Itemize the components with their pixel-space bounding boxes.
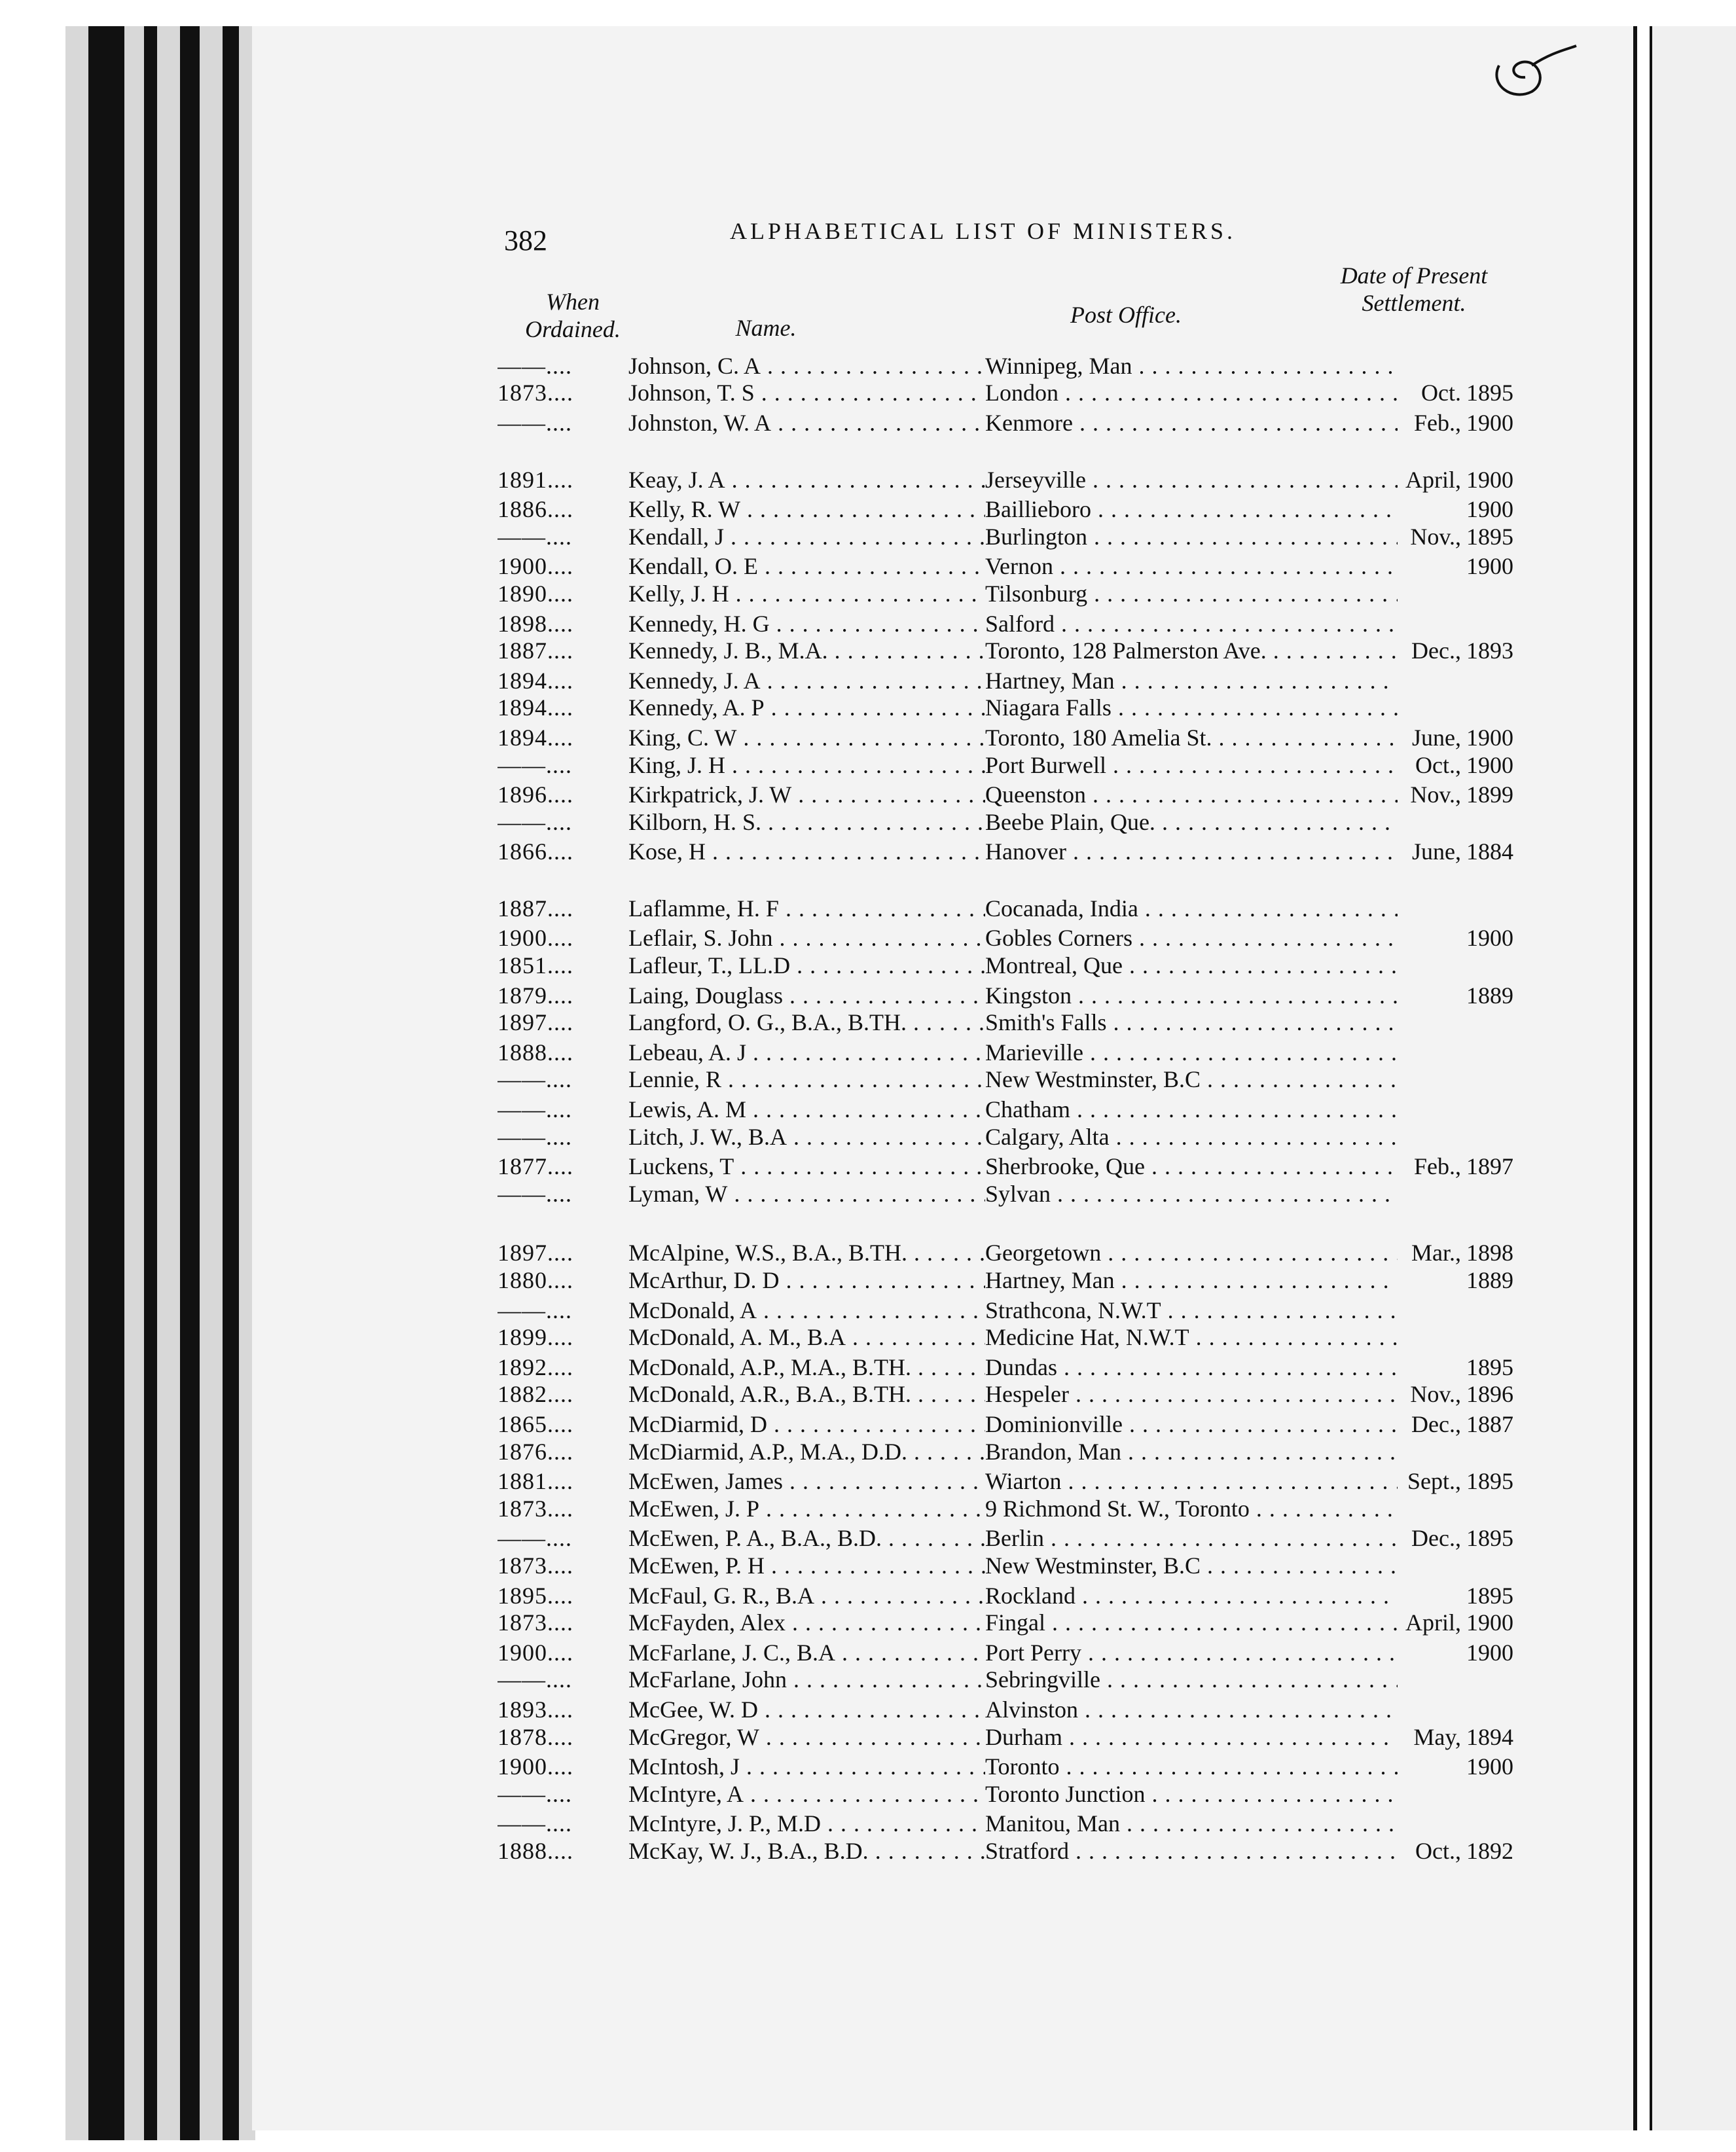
minister-name: Lebeau, A. J . . . xyxy=(628,1039,985,1066)
list-item xyxy=(497,981,1532,1010)
column-header-settlement: Date of Present Settlement. xyxy=(1340,262,1488,316)
post-office: Brandon, Man . . . xyxy=(985,1438,1398,1465)
list-item xyxy=(497,1581,1532,1610)
post-office: Sylvan . . . xyxy=(985,1180,1398,1208)
settlement-year: 1884 xyxy=(1466,838,1513,865)
post-office: Burlington . . . xyxy=(985,523,1398,550)
post-office: Hartney, Man . . . xyxy=(985,1266,1398,1294)
ordained-year: 1880.... xyxy=(497,1267,573,1294)
settlement-month: Dec., xyxy=(1411,1410,1461,1437)
minister-name: Kennedy, J. A . . . xyxy=(628,667,985,694)
ordained-year: 1890.... xyxy=(497,580,573,607)
post-office: Salford . . . xyxy=(985,610,1398,637)
ordained-year: 1888.... xyxy=(497,1039,573,1066)
settlement-month: Nov., xyxy=(1410,1381,1461,1408)
list-item xyxy=(497,1179,1532,1208)
list-item xyxy=(497,1608,1532,1637)
settlement-year: 1893 xyxy=(1466,637,1513,664)
post-office: Tilsonburg . . . xyxy=(985,580,1398,607)
list-item xyxy=(497,1353,1532,1382)
ordained-year: 1894.... xyxy=(497,724,573,751)
minister-name: Kennedy, J. B., M.A. . . . xyxy=(628,637,985,664)
list-item xyxy=(497,609,1532,638)
ordained-year: 1888.... xyxy=(497,1837,573,1864)
settlement-year: 1900 xyxy=(1466,553,1513,580)
settlement-month: Dec., xyxy=(1411,1525,1461,1552)
post-office: Rockland . . . xyxy=(985,1582,1398,1609)
minister-name: McFayden, Alex . . . xyxy=(628,1609,985,1636)
post-office: Toronto . . . xyxy=(985,1753,1398,1780)
post-office: Niagara Falls . . . xyxy=(985,694,1398,721)
settlement-month: Sept., xyxy=(1407,1468,1461,1495)
ordained-year: ——.... xyxy=(497,1780,572,1807)
minister-name: Kelly, J. H . . . xyxy=(628,580,985,607)
ordained-year: 1881.... xyxy=(497,1468,573,1495)
post-office: Sherbrooke, Que . . . xyxy=(985,1153,1398,1180)
settlement-month: April, xyxy=(1405,1609,1461,1636)
minister-name: McArthur, D. D . . . xyxy=(628,1266,985,1294)
minister-name: McFarlane, John . . . xyxy=(628,1666,985,1693)
list-item xyxy=(497,1239,1532,1268)
list-item xyxy=(497,636,1532,665)
post-office: Chatham . . . xyxy=(985,1096,1398,1123)
post-office: Kingston . . . xyxy=(985,982,1398,1009)
list-item xyxy=(497,1810,1532,1838)
list-item xyxy=(497,1467,1532,1496)
minister-name: King, C. W . . . xyxy=(628,724,985,751)
list-item xyxy=(497,351,1532,380)
settlement-year: 1900 xyxy=(1466,724,1513,751)
ordained-year: 1865.... xyxy=(497,1410,573,1437)
post-office: Toronto Junction . . . xyxy=(985,1780,1398,1808)
post-office: Queenston . . . xyxy=(985,781,1398,808)
list-item xyxy=(497,780,1532,809)
page-title: ALPHABETICAL LIST OF MINISTERS. xyxy=(730,218,1237,244)
post-office: Toronto, 128 Palmerston Ave. . . . xyxy=(985,637,1398,664)
minister-name: McDonald, A. M., B.A . . . xyxy=(628,1323,985,1351)
post-office: Wiarton . . . xyxy=(985,1467,1398,1495)
post-office: Dundas . . . xyxy=(985,1354,1398,1381)
minister-name: McEwen, P. A., B.A., B.D. . . . xyxy=(628,1524,985,1552)
settlement-year: 1900 xyxy=(1466,1753,1513,1780)
settlement-year: 1900 xyxy=(1466,751,1513,778)
post-office: Dominionville . . . xyxy=(985,1410,1398,1438)
list-item xyxy=(497,924,1532,953)
list-item xyxy=(497,1296,1532,1325)
column-header-name: Name. xyxy=(735,315,797,341)
ordained-year: 1877.... xyxy=(497,1153,573,1180)
list-item xyxy=(497,1780,1532,1808)
minister-name: McIntyre, J. P., M.D . . . xyxy=(628,1810,985,1837)
list-item xyxy=(497,951,1532,980)
settlement-month: April, xyxy=(1405,466,1461,493)
list-item xyxy=(497,465,1532,494)
settlement-year: 1900 xyxy=(1466,1639,1513,1666)
minister-name: Leflair, S. John . . . xyxy=(628,924,985,952)
list-item xyxy=(497,1551,1532,1580)
list-item xyxy=(497,694,1532,723)
minister-name: McGregor, W . . . xyxy=(628,1723,985,1751)
list-item xyxy=(497,1380,1532,1409)
settlement-year: 1897 xyxy=(1466,1153,1513,1180)
ordained-year: ——.... xyxy=(497,1096,572,1123)
list-item xyxy=(497,579,1532,608)
post-office: Montreal, Que . . . xyxy=(985,952,1398,979)
settlement-year: 1900 xyxy=(1466,409,1513,436)
settlement-year: 1900 xyxy=(1466,496,1513,523)
minister-name: McDiarmid, A.P., M.A., D.D. . . . xyxy=(628,1438,985,1465)
binding-edge xyxy=(88,26,124,2140)
list-item xyxy=(497,1524,1532,1553)
list-item xyxy=(497,1038,1532,1067)
post-office: Stratford . . . xyxy=(985,1837,1398,1865)
list-item xyxy=(497,1752,1532,1781)
ordained-year: 1851.... xyxy=(497,952,573,979)
settlement-year: 1887 xyxy=(1466,1410,1513,1437)
list-item xyxy=(497,1152,1532,1181)
post-office: Hartney, Man . . . xyxy=(985,667,1398,694)
settlement-year: 1895 xyxy=(1466,380,1513,406)
post-office: Strathcona, N.W.T . . . xyxy=(985,1297,1398,1324)
post-office: Medicine Hat, N.W.T . . . xyxy=(985,1323,1398,1351)
minister-name: Lafleur, T., LL.D . . . xyxy=(628,952,985,979)
settlement-month: June, xyxy=(1412,838,1461,865)
ordained-year: 1892.... xyxy=(497,1354,573,1380)
pencil-scribble-mark xyxy=(1486,39,1578,111)
post-office: Jerseyville . . . xyxy=(985,466,1398,493)
post-office: Cocanada, India . . . xyxy=(985,895,1398,922)
ordained-year: 1900.... xyxy=(497,1639,573,1666)
minister-name: Johnson, C. A . . . xyxy=(628,352,985,380)
minister-name: McDiarmid, D . . . xyxy=(628,1410,985,1438)
settlement-month: Feb., xyxy=(1414,1153,1461,1180)
ordained-year: 1896.... xyxy=(497,781,573,808)
post-office: 9 Richmond St. W., Toronto . . . xyxy=(985,1495,1398,1522)
minister-name: Kelly, R. W . . . xyxy=(628,495,985,523)
minister-name: Johnson, T. S . . . xyxy=(628,379,985,406)
post-office: Vernon . . . xyxy=(985,552,1398,580)
page-number: 382 xyxy=(504,224,547,257)
minister-name: McFaul, G. R., B.A . . . xyxy=(628,1582,985,1609)
settlement-year: 1898 xyxy=(1466,1240,1513,1266)
settlement-month: Oct. xyxy=(1421,380,1461,406)
minister-name: McIntyre, A . . . xyxy=(628,1780,985,1808)
settlement-year: 1900 xyxy=(1466,466,1513,493)
minister-name: Kennedy, H. G . . . xyxy=(628,610,985,637)
ordained-year: ——.... xyxy=(497,808,572,835)
ordained-year: 1882.... xyxy=(497,1381,573,1408)
post-office: Durham . . . xyxy=(985,1723,1398,1751)
post-office: Winnipeg, Man . . . xyxy=(985,352,1398,380)
minister-name: Litch, J. W., B.A . . . xyxy=(628,1123,985,1151)
list-item xyxy=(497,379,1532,408)
settlement-year: 1895 xyxy=(1466,1354,1513,1380)
post-office: Hanover . . . xyxy=(985,838,1398,865)
post-office: New Westminster, B.C . . . xyxy=(985,1066,1398,1093)
list-item xyxy=(497,1837,1532,1865)
settlement-month: Oct., xyxy=(1415,751,1461,778)
list-item xyxy=(497,1095,1532,1124)
minister-name: McDonald, A.R., B.A., B.TH. . . . xyxy=(628,1380,985,1408)
post-office: Berlin . . . xyxy=(985,1524,1398,1552)
post-office: New Westminster, B.C . . . xyxy=(985,1552,1398,1579)
post-office: Port Burwell . . . xyxy=(985,751,1398,779)
settlement-year: 1895 xyxy=(1466,1582,1513,1609)
list-item xyxy=(497,408,1532,437)
list-item xyxy=(497,808,1532,836)
ordained-year: ——.... xyxy=(497,1180,572,1207)
ministers-list xyxy=(497,350,1532,1865)
minister-name: Kirkpatrick, J. W . . . xyxy=(628,781,985,808)
ordained-year: 1899.... xyxy=(497,1324,573,1351)
settlement-year: 1889 xyxy=(1466,982,1513,1009)
ordained-year: 1873.... xyxy=(497,380,573,406)
column-header-post-office: Post Office. xyxy=(1070,302,1182,328)
post-office: Port Perry . . . xyxy=(985,1639,1398,1666)
minister-name: McIntosh, J . . . xyxy=(628,1753,985,1780)
ordained-year: 1900.... xyxy=(497,1753,573,1780)
post-office: Calgary, Alta . . . xyxy=(985,1123,1398,1151)
list-item xyxy=(497,1437,1532,1466)
post-office: Smith's Falls . . . xyxy=(985,1009,1398,1036)
ordained-year: ——.... xyxy=(497,1297,572,1323)
ordained-year: ——.... xyxy=(497,409,572,436)
ordained-year: 1900.... xyxy=(497,925,573,952)
settlement-year: 1896 xyxy=(1466,1381,1513,1408)
post-office: Fingal . . . xyxy=(985,1609,1398,1636)
post-office: Georgetown . . . xyxy=(985,1239,1398,1266)
list-item xyxy=(497,1410,1532,1439)
binding-edge xyxy=(223,26,239,2140)
settlement-year: 1895 xyxy=(1466,1525,1513,1552)
list-item xyxy=(497,1494,1532,1523)
minister-name: Laing, Douglass . . . xyxy=(628,982,985,1009)
ordained-year: 1873.... xyxy=(497,1609,573,1636)
ordained-year: 1893.... xyxy=(497,1696,573,1723)
ordained-year: 1897.... xyxy=(497,1240,573,1266)
minister-name: Kennedy, A. P . . . xyxy=(628,694,985,721)
minister-name: Johnston, W. A . . . xyxy=(628,409,985,437)
ordained-year: 1891.... xyxy=(497,466,573,493)
post-office: Toronto, 180 Amelia St. . . . xyxy=(985,724,1398,751)
minister-name: Kendall, J . . . xyxy=(628,523,985,550)
ordained-year: 1894.... xyxy=(497,667,573,694)
minister-name: Lyman, W . . . xyxy=(628,1180,985,1208)
minister-name: McGee, W. D . . . xyxy=(628,1696,985,1723)
settlement-year: 1889 xyxy=(1466,1267,1513,1294)
settlement-year: 1894 xyxy=(1466,1723,1513,1750)
settlement-year: 1895 xyxy=(1466,523,1513,550)
settlement-year: 1892 xyxy=(1466,1837,1513,1864)
minister-name: Kose, H . . . xyxy=(628,838,985,865)
ordained-year: 1894.... xyxy=(497,694,573,721)
list-item xyxy=(497,666,1532,695)
ordained-year: 1887.... xyxy=(497,895,573,922)
ordained-year: 1866.... xyxy=(497,838,573,865)
ordained-year: 1887.... xyxy=(497,637,573,664)
ordained-year: 1900.... xyxy=(497,553,573,580)
minister-name: Keay, J. A . . . xyxy=(628,466,985,493)
ordained-year: ——.... xyxy=(497,1066,572,1093)
post-office: London . . . xyxy=(985,379,1398,406)
settlement-year: 1900 xyxy=(1466,925,1513,952)
ordained-year: 1897.... xyxy=(497,1009,573,1036)
facing-page-edge xyxy=(1650,26,1736,2130)
post-office: Hespeler . . . xyxy=(985,1380,1398,1408)
binding-edge xyxy=(180,26,200,2140)
list-item xyxy=(497,1666,1532,1695)
ordained-year: 1878.... xyxy=(497,1723,573,1750)
book-binding xyxy=(65,26,255,2140)
list-item xyxy=(497,751,1532,780)
settlement-year: 1895 xyxy=(1466,1468,1513,1495)
ordained-year: ——.... xyxy=(497,1123,572,1150)
ordained-year: 1886.... xyxy=(497,496,573,523)
list-item xyxy=(497,838,1532,867)
list-item xyxy=(497,552,1532,581)
minister-name: McEwen, James . . . xyxy=(628,1467,985,1495)
settlement-year: 1899 xyxy=(1466,781,1513,808)
minister-name: McAlpine, W.S., B.A., B.TH. . . . xyxy=(628,1239,985,1266)
minister-name: Laflamme, H. F . . . xyxy=(628,895,985,922)
minister-name: McEwen, J. P . . . xyxy=(628,1495,985,1522)
ordained-year: 1898.... xyxy=(497,610,573,637)
minister-name: Luckens, T . . . xyxy=(628,1153,985,1180)
list-item xyxy=(497,495,1532,524)
post-office: Alvinston . . . xyxy=(985,1696,1398,1723)
ordained-year: 1873.... xyxy=(497,1495,573,1522)
minister-name: King, J. H . . . xyxy=(628,751,985,779)
minister-name: McFarlane, J. C., B.A . . . xyxy=(628,1639,985,1666)
minister-name: Lewis, A. M . . . xyxy=(628,1096,985,1123)
settlement-month: Oct., xyxy=(1415,1837,1461,1864)
ordained-year: ——.... xyxy=(497,1666,572,1693)
column-header-ordained: When Ordained. xyxy=(525,289,621,342)
settlement-month: Mar., xyxy=(1411,1240,1461,1266)
settlement-month: May, xyxy=(1413,1723,1461,1750)
ordained-year: ——.... xyxy=(497,751,572,778)
settlement-month: Nov., xyxy=(1410,523,1461,550)
minister-name: McKay, W. J., B.A., B.D. . . . xyxy=(628,1837,985,1865)
post-office: Baillieboro . . . xyxy=(985,495,1398,523)
ordained-year: ——.... xyxy=(497,523,572,550)
list-item xyxy=(497,1695,1532,1724)
minister-name: McDonald, A . . . xyxy=(628,1297,985,1324)
minister-name: Langford, O. G., B.A., B.TH. . . . xyxy=(628,1009,985,1036)
post-office: Gobles Corners . . . xyxy=(985,924,1398,952)
post-office: Marieville . . . xyxy=(985,1039,1398,1066)
minister-name: McDonald, A.P., M.A., B.TH. . . . xyxy=(628,1354,985,1381)
list-item xyxy=(497,1066,1532,1094)
settlement-month: Feb., xyxy=(1414,409,1461,436)
ordained-year: ——.... xyxy=(497,352,572,379)
ordained-year: ——.... xyxy=(497,1810,572,1837)
list-item xyxy=(497,1266,1532,1295)
settlement-month: June, xyxy=(1412,724,1461,751)
settlement-month: Dec., xyxy=(1411,637,1461,664)
ordained-year: ——.... xyxy=(497,1525,572,1552)
list-item xyxy=(497,1638,1532,1667)
list-item xyxy=(497,1323,1532,1352)
post-office: Sebringville . . . xyxy=(985,1666,1398,1693)
ordained-year: 1873.... xyxy=(497,1552,573,1579)
minister-name: Kendall, O. E . . . xyxy=(628,552,985,580)
ordained-year: 1895.... xyxy=(497,1582,573,1609)
list-item xyxy=(497,522,1532,551)
post-office: Kenmore . . . xyxy=(985,409,1398,437)
ordained-year: 1876.... xyxy=(497,1438,573,1465)
post-office: Manitou, Man . . . xyxy=(985,1810,1398,1837)
ordained-year: 1879.... xyxy=(497,982,573,1009)
list-item xyxy=(497,894,1532,923)
settlement-year: 1900 xyxy=(1466,1609,1513,1636)
settlement-month: Nov., xyxy=(1410,781,1461,808)
list-item xyxy=(497,1723,1532,1751)
minister-name: Kilborn, H. S. . . . xyxy=(628,808,985,836)
minister-name: Lennie, R . . . xyxy=(628,1066,985,1093)
list-item xyxy=(497,723,1532,752)
list-item xyxy=(497,1008,1532,1037)
list-item xyxy=(497,1122,1532,1151)
minister-name: McEwen, P. H . . . xyxy=(628,1552,985,1579)
post-office: Beebe Plain, Que. . . . xyxy=(985,808,1398,836)
binding-edge xyxy=(144,26,157,2140)
